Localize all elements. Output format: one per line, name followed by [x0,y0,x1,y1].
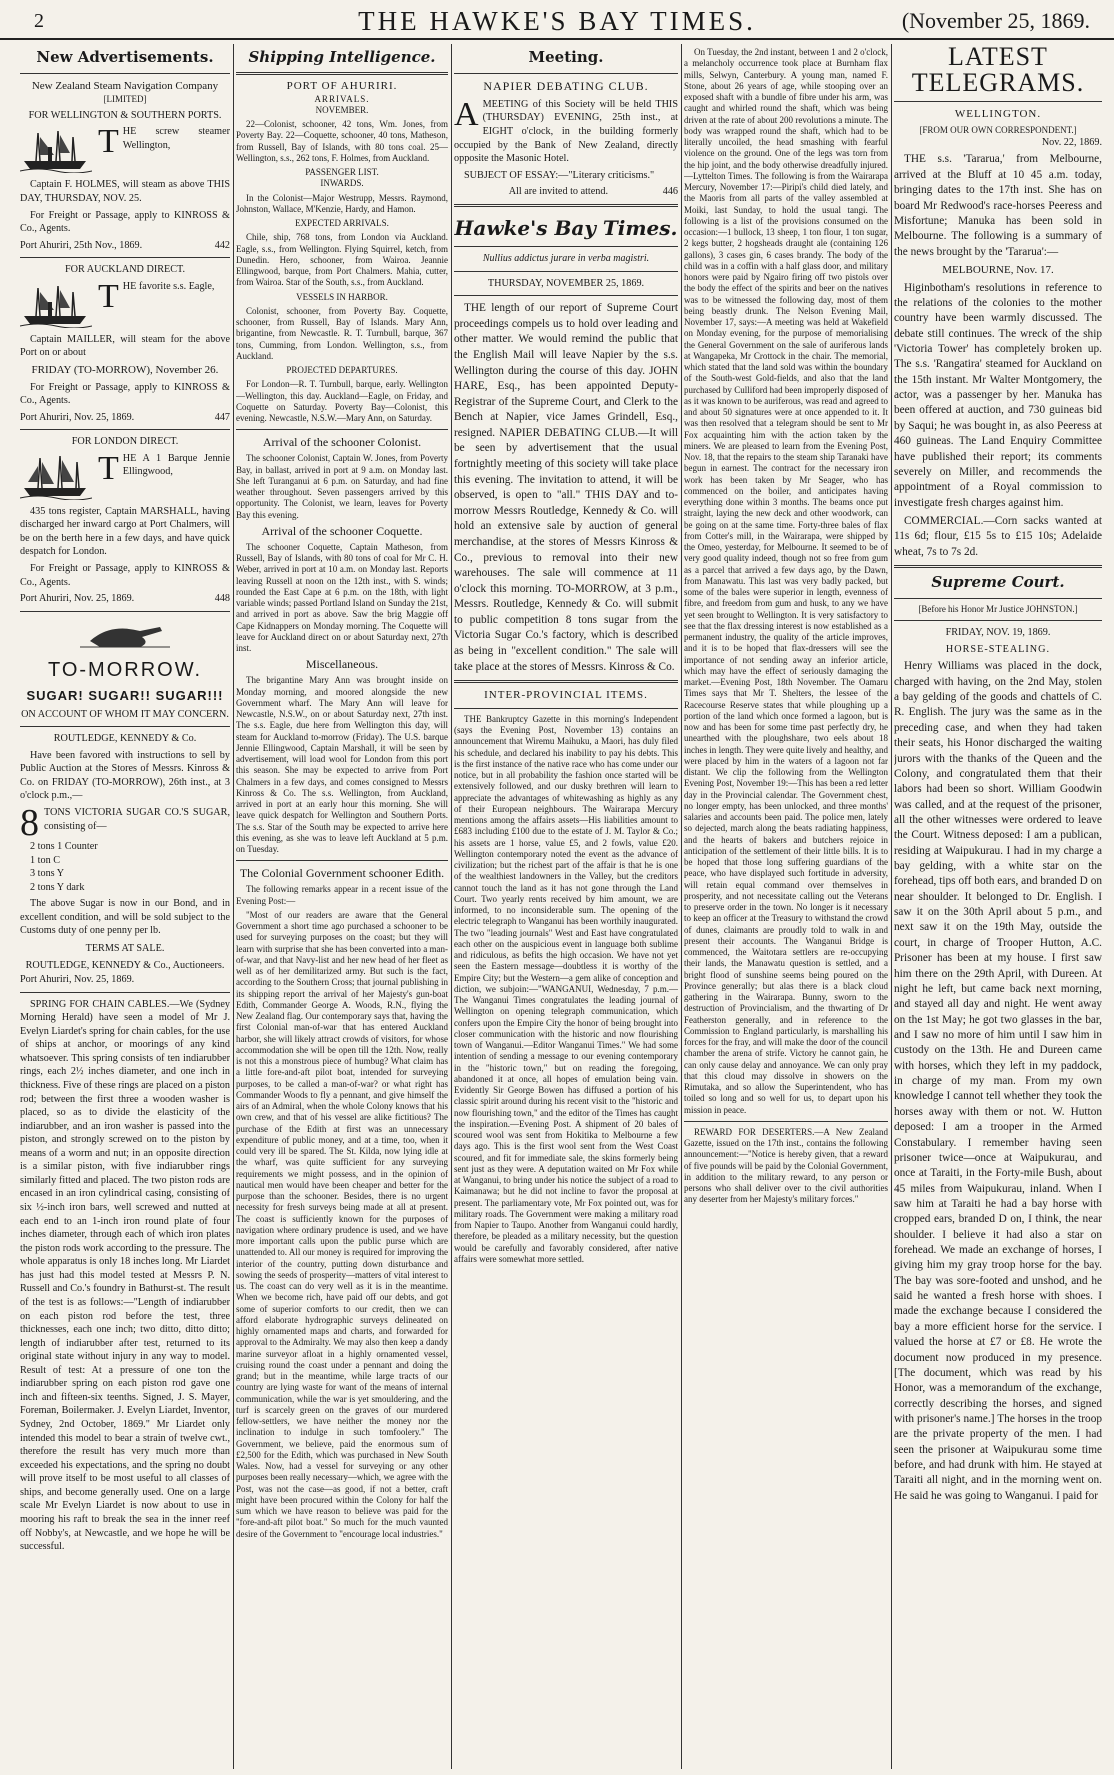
terms-line: TERMS AT SALE. [85,942,165,954]
ship-icon [20,454,92,500]
ad-destination: FOR AUCKLAND DIRECT. [64,264,186,276]
column-divider [891,44,892,1769]
commercial-news: COMMERCIAL.—Corn sacks wanted at 11s 6d; flour, £15 5s to £15 10s; Adelaide wheat, 7s to 7s 2d. [894,514,1102,558]
divider [20,257,230,258]
section-heading: Supreme Court. [931,573,1065,592]
divider [20,726,230,727]
divider [894,101,1102,102]
column-1 [20,44,230,1769]
ad-number: 446 [662,186,678,198]
meeting-notice: MEETING of this Society will be held THIS (THURSDAY) EVENING, 25th inst., at EIGHT o'clock, in the building formerly occupied by the Bank of New Zealand, directly opposite the Masonic Hotel. [454,98,678,165]
article-heading: Arrival of the schooner Colonist. [262,435,422,450]
column-divider [451,44,452,1769]
divider [20,611,230,612]
ad-freight: For Freight or Passage, apply to KINROSS & Co., Agents. [20,381,230,407]
vessels-heading: VESSELS IN HARBOR. [296,291,388,302]
article-heading: The Colonial Government schooner Edith. [239,866,445,881]
editorial-notes: THE length of our report of Supreme Court proceedings compels us to hold over leading and other matter. We would remind the public that the English Mail will leave Napier by the s.s. Wellington during the course of this day. JOHN HARE, Esq., has been appointed Deputy-Registrar of the Supreme Court, and Clerk to the Bench at Napier, vice James Grindell, Esq., resigned. NAPIER DEBATING CLUB.—It will be seen by advertisement that the usual fortnightly meeting of this society will take place this evening. The invitation to attend, it will be observed, is open to "all." THIS DAY and to-morrow Messrs Routledge, Kennedy & Co. will hold an extensive sale by auction of general merchandise, at the stores of Messrs Kinross & Co., previous to removal into their new warehouses. The sale will commence at 11 o'clock this morning. TO-MORROW, at 3 p.m., Messrs. Routledge, Kennedy & Co. will submit to public competition 8 tons sugar from the Victoria Sugar Co.'s factory, which is described as being in "excellent condition." The sale will take place at the stores of Messrs. Kinross & Co. [454,302,678,673]
telegram-body: THE s.s. 'Tararua,' from Melbourne, arrived at the Bluff at 10 45 a.m. today, bringing dates to the 17th inst. She has on board Mr Redwood's race-horses Peeress and Misfortune; Manuka has been sold in Melbourne. The following is a summary of the news brought by the 'Tararua':— [894,153,1102,258]
telegram-body: Higinbotham's resolutions in reference to the relations of the colonies to the mother country have been warmly discussed. The debate still continues. The wreck of the ship 'Victoria Tower' has completely broken up. The s.s. 'Rangatira' steamed for Auckland on the 15th instant. Mr Walter Montgomery, the actor, was a passenger by her. Manuka has been offered at auction, and 730 guineas bid by Saqui; he was bought in, as also Peeress at 460 guineas. The Land Enquiry Committee have published their report; its comments severely on Miller, and recommends the appointment of a Royal commission to investigate fresh charges against him. [894,281,1102,509]
article-body: The schooner Colonist, Captain W. Jones, from Poverty Bay, in ballast, arrived in port at 9 a.m. on Monday last. She left Turanganui at 6 p.m. on Saturday, and had fine weather throughout. Seven passengers arrived by this opportunity. The Colonist, we learn, leaves for Poverty Bay this evening. [236,453,448,520]
column-divider [233,44,234,1769]
divider [454,246,678,247]
drop-cap: T [98,125,119,161]
sugar-heading: SUGAR! SUGAR!! SUGAR!!! [26,688,224,704]
auctioneer-firm: ROUTLEDGE, KENNEDY & Co., Auctioneers. [25,960,225,972]
divider [236,72,448,75]
month-heading: NOVEMBER. [315,104,369,115]
paper-motto: Nullius addictus jurare in verba magistri. [482,253,650,265]
ad-freight: For Freight or Passage, apply to KINROSS & Co., Agents. [20,563,230,588]
inter-provincial-items: THE Bankruptcy Gazette in this morning's Independent (says the Evening Post, November 13) contains an announcement that Wiremu Maihuku, a Maori, has duly filed his schedule, and declared his inability to pay his debts. This is the first instance of the native race who has come under our notice, but in all probability the fashion once started will be extensively followed, and our dusky brethren will learn to appreciate the advantages of whitewashing as highly as any of their European neighbours. The Wairarapa Mercury mentions among the affairs assets—His liabilities amount to £683 including £100 due to the estate of J. M. Taylor & Co.; his assets are 1 horse, value £5, and 2 fowls, value £20. Wellington contemporary noted the event as the advance of civilization; but the richest part of the affair is that he is one of the wealthiest landowners in the Valley, but the creditors cannot touch the land as it has not gone through the Land Court. Two yearly rents received by him amount, we are informed, to no inconsiderable sum. The opening of the electric telegraph to Wanganui has been worthily inaugurated. The two "leading journals" West and East have congratulated each other on the auspicious event in language both sublime and ridiculous, as befits the high occasion. We have not yet seen the Eastern message—doubtless it is worthy of the Empire City; but the Western—a gem alike of conception and diction, we subjoin:—"WANGANUI, Wednesday, 7 p.m.—The Wanganui Times congratulates the leading journal of Wellington on opening telegraph communication, which confers upon the Empire City the honor of being brought into closer communication with the historic and now flourishing town of Wanganui.—Editor Wanganui Times." We had some intention of sending a message to our evening contemporary in the "historic town," but on reading the foregoing, abandoned it at once, all hopes of emulation being vain. Evidently Sir George Bowen has diffused a portion of his classic spirit around during his recent visit to the "historic and now flourishing town," and the editor of the Times has caught the inspiration.—Evening Post. A shipment of 20 bales of scoured wool was sent from Hokitika to Melbourne a few days ago. This is the first wool sent from the West Coast scoured, and fit for immediate sale, the skins formerly being sent just as they were. A deputation waited on Mr Fox while at Wanganui, to bring under his notice the subject of a road to Kaimanawa; but he did not incline to favor the proposal at present. The parliamentary vote, Mr Fox pointed out, was for military roads. The Government were making a military road from Napier to Taupo. Another from Wanganui could hardly, therefore, be pleaded as a military necessity, but the question would be carefully and favorably considered, after native affairs were somewhat more settled. [454,713,678,1264]
masthead [0,0,1114,40]
ad-footer: Port Ahuriri, 25th Nov., 1869. [20,239,143,251]
divider [454,295,678,296]
passenger-list: In the Colonist—Major Westrupp, Messrs. Raymond, Johnston, Wallace, M'Kenzie, Hardy, and Hamon. [236,192,448,214]
divider [236,429,448,430]
company-name: New Zealand Steam Navigation Company [31,79,219,92]
ad-date: FRIDAY (TO-MORROW), November 26. [31,363,219,376]
drop-cap: T [98,451,119,487]
article-heading: Arrival of the schooner Coquette. [261,523,423,538]
court-report: Henry Williams was placed in the dock, charged with having, on the 2nd May, stolen a bay gelding of the goods and chattels of C. R. English. The jury was the same as in the preceding case, and when they had taken their seats, his Honor discharged the waiting jurors with the thanks of the Queen and the Colony, and congratulated them that their labors had been so short. William Goodwin was called, and at the request of the prisoner, all the other witnesses were ordered to leave the Court. Witness deposed: I am a publican, residing at Waipukurau. I had in my charge a bay gelding, with a white star on the forehead, tips off both ears, and branded D on near shoulder. It belonged to Dr. English. I saw it on the 30th April about 5 p.m., and next saw it on the 19th May, outside the court, in charge of Trooper Hutton, A.C. Prisoner has been at my house. I first saw him there on the 29th April, with Dureen. At night he left, but came back next morning, and stayed all day and night. He went away on the 1st May; he got two glasses in the bar, and I saw no more of him until I saw him in custody on the 13th. He and Dureen came with horses, which they left in my paddock, in charge of my man. From my own knowledge I cannot tell whether they took the horses away with them or not. W. Hutton deposed: I am a trooper in the Armed Constabulary. I remember having seen prisoner twice—once at Waipukurau, and once at Taraiti, in the Forty-mile Bush, about 45 miles from Waipukurau, inland. When I saw him at Taraiti he had a bay horse with cropped ears, branded D on, I think, the near shoulder. I believe it had also a star on forehead. We made an exchange of horses, I giving him my gray troop horse for the bay. The bay was sore-footed and unshod, and he said he wanted a fresh horse with shoes. I made the exchange because I considered the bay a more efficient horse for the service. I valued the horse at £7 or £8. He wrote the document now produced in my presence. [The document, which was read by his Honor, was a memorandum of the exchange, correctly describing the horses, and signed with prisoner's name.] The horses in the troop are the private property of the men. I had seen the prisoner at Waipukurau some time before, and had drunk with him. He stayed at Taraiti all night, and in the morning went on. He said he was going to Wanganui. I paid for [894,660,1102,1502]
ad-footer: Port Ahuriri, Nov. 25, 1869. [20,593,135,605]
auctioneer-firm: ROUTLEDGE, KENNEDY & Co. [53,733,197,745]
ad-text: HE screw steamer Wellington, [122,126,230,151]
section-heading: Meeting. [528,48,604,66]
divider [20,73,230,74]
divider [454,271,678,272]
ship-icon [20,282,92,328]
divider [454,204,678,207]
correspondent-line: [FROM OUR OWN CORRESPONDENT.] [919,124,1077,135]
quantity-eight: 8 [20,805,39,840]
divider [454,680,678,683]
sugar-items [20,840,230,894]
tomorrow-heading: TO-MORROW. [47,658,203,681]
column-3 [454,44,678,1769]
passenger-heading: PASSENGER LIST. [305,167,379,177]
telegrams-heading: LATEST TELEGRAMS. [911,44,1085,97]
ad-freight: For Freight or Passage, apply to KINROSS & Co., Agents. [20,209,230,235]
ad-captain: Captain F. HOLMES, will steam as above THIS DAY, THURSDAY, NOV. 25. [20,179,230,204]
ad-body: 435 tons register, Captain MARSHALL, having discharged her inward cargo at Port Chalmers, will be on the berth here in a few days, and have quick despatch for London. [20,505,230,558]
list-item: 3 tons Y [30,868,65,880]
ad-text: HE A 1 Barque Jennie Ellingwood, [122,452,230,478]
projected-list: For London—R. T. Turnbull, barque, early. Wellington—Wellington, this day. Auckland—Eagle, on Friday, and Coquette on Saturday. Poverty Bay—Colonist, this evening. Newcastle, N.S.W.—Mary Ann, on Saturday. [236,379,448,423]
pointing-hand-icon [80,617,170,653]
issue-date: (November 25, 1869. [901,8,1090,33]
bond-note: The above Sugar is now in our Bond, and in excellent condition, and will be sold subject to the Customs duty of one penny per lb. [20,898,230,937]
arrivals-heading: ARRIVALS. [314,93,370,104]
page-number: 2 [34,10,44,32]
expected-list: Chile, ship, 768 tons, from London via Auckland. Eagle, s.s., from Wellington. Flying Squirrel, ketch, from Dunedin. Hero, schooner, from Wairoa. Jeannie Ellingwood, barque, from Port Chalmers. Mahia, cutter, from Wairoa. Star of the South, s.s., from Auckland. [236,232,448,288]
vessels-list: Colonist, schooner, from Poverty Bay. Coquette, schooner, from Russell, Bay of Islands. Mary Ann, brigantine, from Newcastle. R. T. Turnbull, barque, 367 tons, Cumming, from London. Wellington, s.s., from Auckland. [236,305,448,361]
expected-heading: EXPECTED ARRIVALS. [295,218,389,228]
melbourne-dateline: MELBOURNE, Nov. 17. [942,263,1054,276]
article-intro: The following remarks appear in a recent issue of the Evening Post:— [236,884,448,906]
column-4 [684,44,888,1769]
ship-icon [20,127,92,173]
judge-line: [Before his Honor Mr Justice JOHNSTON.] [918,603,1078,614]
ad-captain: Captain MAILLER, will steam for the above Port on or about [20,333,230,359]
list-item: 2 tons Y dark [30,881,85,893]
divider [454,708,678,709]
steamer-ad [20,125,230,175]
chain-cable-article: SPRING FOR CHAIN CABLES.—We (Sydney Morning Herald) have seen a model of Mr J. Evelyn Liardet's spring for chain cables, for the use of ships at anchor, or moorings of any kind whatsoever. This spring consists of ten indiarubber rings, each 2½ inches diameter, and one inch in thickness. Five of these rings are placed on a piston rod; between the first three a wooden washer is placed, so as to divide the elasticity of the indiarubber, and an iron washer is passed into the piston, and strongly screwed on to the piston by means of a worm and nut; in an opposite direction is a similar piston, with five indiarubber rings similarly fitted and placed. The two piston rods are encased in an iron cylindrical casing, consisting of six ½-inch iron bars, well screwed and nutted at each end to an 1-inch iron round plate of four inches diameter, through each of which iron plates the piston rods work according to the pressure. The whole apparatus is only 18 inches long. Mr Liardet has just had this model tested at Messrs P. N. Russell and Co.'s foundry in Bathurst-st. The result of the test is as follows:—"Length of indiarubber on each piston rod before the test, three thicknesses, each one inch; two ditto, ditto ditto; length of indiarubber after test, returned to its original state without injury in any way to model. Result of test: At a pressure of one ton the indiarubber spring on each piston rod gave one inch and fifteen-six teenths. Signed, J. S. Mayer, Foreman, Boilermaker. J. Evelyn Liardet, Inventor, Sydney, 2nd October, 1869." Mr Liardet only intended this model to bear a strain of twelve cwt., therefore the result has very much more than exceeded his expectations, and the spring no doubt will prove itself to be most useful to all classes of ships, and become generally used. One on a large scale Mr Evelyn Liardet is now about to use in mooring his raft to break the sea in the inner reef off Nobby's, at Newcastle, and we hope he will be successful. [20,998,230,1553]
list-item: 1 ton C [30,854,61,866]
newspaper-name: THE HAWKE'S BAY TIMES. [358,6,756,36]
ad-number: 447 [214,411,230,423]
port-heading: PORT OF AHURIRI. [286,79,398,92]
column-divider [681,44,682,1769]
ad-number: 442 [214,239,230,251]
drop-cap: T [98,279,119,315]
invitation: All are invited to attend. [508,186,609,198]
projected-heading: PROJECTED DEPARTURES. [286,365,398,375]
city-heading: WELLINGTON. [954,108,1042,120]
article-body: The brigantine Mary Ann was brought inside on Monday morning, and moored alongside the new Government wharf. The Mary Ann will leave for Newcastle, N.S.W., on or about Saturday next, 27th inst. The s.s. Eagle, due here from Wellington this day, will steam for Auckland to-morrow (Friday). The U.S. barque Jennie Ellingwood, Captain Marshall, it will be seen by advertisement, will load wool for London from this port this season. She may be expected to arrive from Port Chalmers in a few days, and comes consigned to Messrs Kinross & Co. The s.s. Wellington, from Auckland, arrived in port at an early hour this morning. She will leave quick despatch for Wellington and Southern Ports. The s.s. Star of the South may be expected to arrive here this evening, as she was to leave left Auckland at 5 p.m. on Tuesday. [236,675,448,854]
reward-notice: REWARD FOR DESERTERS.—A New Zealand Gazette, issued on the 17th inst., contains the following announcement:—"Notice is hereby given, that a reward of five pounds will be paid by the Colonial Government, in addition to the military reward, to any person or persons who shall deliver over to the civil authorities any deserter from her Majesty's military forces." [684,1126,888,1205]
paper-title: Hawke's Bay Times. [454,215,678,240]
case-heading: HORSE-STEALING. [945,643,1051,655]
divider [454,73,678,74]
barque-ad [20,452,230,502]
sugar-tons: TONS VICTORIA SUGAR CO.'S SUGAR, consisting of— [44,806,230,832]
ad-footer: Port Ahuriri, Nov. 25, 1869. [20,411,135,423]
court-date: FRIDAY, NOV. 19, 1869. [945,627,1051,639]
steamer-ad [20,280,230,330]
club-name: NAPIER DEBATING CLUB. [483,78,649,93]
drop-cap: A [454,97,479,133]
ad-text: HE favorite s.s. Eagle, [122,280,215,292]
ad-destination: FOR WELLINGTON & SOUTHERN PORTS. [28,109,222,121]
ad-destination: FOR LONDON DIRECT. [71,436,179,448]
dateline: THURSDAY, NOVEMBER 25, 1869. [487,277,645,289]
ad-footer: Port Ahuriri, Nov. 25, 1869. [20,974,135,985]
telegram-date: Nov. 22, 1869. [1041,136,1102,148]
arrivals-list: 22—Colonist, schooner, 42 tons, Wm. Jones, from Poverty Bay. 22—Coquette, schooner, 40 tons, Matheson, from Russell, Bay of Islands, with 80 tons coal. 25—Wellington, s.s., 262 tons, F. Holmes, from Auckland. [236,119,448,163]
section-heading: INTER-PROVINCIAL ITEMS. [484,689,648,702]
divider [20,429,230,430]
inwards-heading: INWARDS. [320,178,364,189]
article-heading: Miscellaneous. [305,657,379,672]
divider [894,598,1102,599]
article-body: The schooner Coquette, Captain Matheson, from Russell, Bay of Islands, with 80 tons of coal for Mr C. H. Weber, arrived in port at 10 a.m. on Monday last. Reports leaving Russell at noon on the 12th inst., with S. winds; rounded the East Cape at 6 p.m. on the 18th, with light variable winds; passed Portland Island on Sunday the 21st, and arrived in port as above. Saw the brig Maggie off Cape Kidnappers on Monday morning. The Coquette will leave for Auckland direct on or about Saturday next, 27th inst. [236,541,448,653]
column-5 [894,44,1102,1769]
list-item: 2 tons 1 Counter [30,840,98,852]
divider [20,992,230,993]
essay-subject: SUBJECT OF ESSAY:—"Literary criticisms." [464,169,655,181]
company-limited: [LIMITED] [103,93,147,104]
section-heading: Shipping Intelligence. [248,48,436,66]
account-line: ON ACCOUNT OF WHOM IT MAY CONCERN. [21,708,229,720]
divider [894,565,1102,568]
divider [894,620,1102,621]
section-heading: New Advertisements. [36,48,214,66]
divider [684,1121,888,1122]
article-body: "Most of our readers are aware that the General Government a short time ago purchased a schooner to be used for surveying purposes on the coast; but they will learn with surprise that she has been converted into a man-of-war, and that Navy-list and her new head of her fleet as well as of her demilitarized army. But such is the fact, according to the Southern Cross; that journal publishing in its shipping report the arrival of her Majesty's gun-boat Edith, Commander George A. Woods, R.N., flying the New Zealand flag. Our contemporary says that, having the first Colonial man-of-war that has entered Auckland harbor, she will likely attract crowds of visitors, for whose accommodation she will be open till the 12th. Now, really is not this a monstrous piece of humbug? What claim has a little fore-and-aft pilot boat, intended for surveying purposes, to be called a man-of-war? or what right has Commander Woods to fly a pennant, and give himself the airs of an Admiral, when the whole Colony knows that his own crew, and that of his vessel are alike fictitious? The purchase of the Edith at first was an unnecessary expenditure of public money, and at a time, too, when it could very ill be spared. The St. Kilda, now lying idle at the wharf, was quite sufficient for any surveying requirements we might possess, and in the opinion of nautical men would have been cheaper and better for the purpose than the schooner. Besides, there is no urgent necessity for fresh surveys being made at all at present. The coast is sufficiently known for the purposes of navigation where ordinary prudence is used, and we have more important calls upon the public purse which are unattended to. All our money is required for improving the interior of the country, putting down disturbance and sowing the seeds of prosperity—matters of vital interest to us. The coast can do very well as it is in the meantime. When we become rich, have paid off our debts, and got some of superior comforts to our credit, then we can afford elaborate hydrographic surveys delineated on highly ornamented maps and charts, and forwarded for approval to the Admiralty. We may also then keep a dandy marine surveyor afloat in a highly ornamented vessel, cruising round the coast under a pennant and doing the grand; but in the meantime, while large tracts of our country are lying waste for want of the means of internal communication, while the war is yet smouldering, and the turf is scarcely green on the graves of our murdered fellow-settlers, we have neither the money nor the inclination to indulge in such tomfoolery." The Government, we believe, paid the enormous sum of £2,500 for the Edith, which was purchased in New South Wales. Now, had a vessel for surveying or any other purposes been really necessary—which, we agree with the Post, was not the case—as good, if not a better, craft might have been procured within the Colony for half the sum which we have reason to believe was paid for the "fore-and-aft pilot boat." So much for the much vaunted desire of the Government to "encourage local industries." [236,909,448,1539]
divider [236,860,448,861]
ad-number: 448 [214,593,230,605]
news-items: On Tuesday, the 2nd instant, between 1 and 2 o'clock, a melancholy occurrence took place at Burnham flax mills, Selwyn, Canterbury. A young man, named F. Stone, about 26 years of age, while stooping over an exposed shaft with a bundle of fibre under his arm, was caught and whirled round the shaft, which was being driven at the rate of about 200 revolutions a minute. The body was wrapped round the shaft, which had to be literally uncoiled, the head smashing with fearful violence on the ground. One of the legs was torn from the hip joint, and the body otherwise dreadfully injured.—Lyttelton Times. The following is from the Wairarapa Mercury, November 17:—Piripi's child died lately, and the Maoris from all parts of the valley assembled at Moiki, last Sunday, to hold the usual tangi. The following is a list of the provisions consumed on the occasion:—1 bullock, 13 sheep, 1 ton flour, 1 ton sugar, 2 kegs butter, 2 hogsheads draught ale (containing 126 gallons), 3 cases gin, 6 cases brandy. The body of the child was in a coffin with a half glass door, and military honors were paid by Ngairo firing off two pistols over the body the effect of the spirits and beer on the natives was to be witnessed the following day, most of them being beastly drunk. The Nelson Evening Mail, November 17, says:—A meeting was held at Wakefield on Monday evening, for the purpose of memorialising the General Government on the sale of auriferous lands at Wangapeka, Mr Crottock in the chair. The memorial, which stated that the land sold was within the boundary of the South-west Gold-fields, and also that the land purchased by Culliford had been improperly disposed of as it was known to be auriferous, was read and agreed to and about 50 signatures were at once appended to it. It was then resolved that a telegram should be sent to Mr Fox acquainting him with the action taken by the miners. We are pleased to learn from the Evening Post, Nov. 18, that the repairs to the steam ship Taranaki have begun in earnest. The contract for the necessary iron work has been taken by Mr Seager, who has commenced on the boiler, and anticipates having everything done within 3 months. The beams once put straight, laying the new deck and other woodwork, can be going on at the same time. Forty-three bales of flax from Cotter's mill, in the Wairarapa, were shipped by the Omeo, yesterday, for Melbourne. It seemed to be of very good quality indeed, though not so free from gum as a parcel that arrived a few days ago, by the Dawn, from Manawatu. This last was very badly packed, but some of the bales were superior in length, evenness of fibre, and freedom from gum and husk, to any we have yet seen brought to Wellington. It is very satisfactory to see that the flax dressing interest is now established as a permanent industry, the quality of the article improves, and it is to be hoped that flax-dressers will see the importance of not sending away an inferior article, which may have the effect of seriously damaging the market.—Evening Post, 18th November. The Oamaru Times says that Mr T. Shelters, the lessee of the Racecourse Reserve states that while ploughing up a portion of the land which once formed a lagoon, but is now and has been for some time past perfectly dry, he unearthed with the ploughshare, two eels about 18 inches in length. They were quite lively and healthy, and were placed by him in the waters of a lagoon not far distant. We clip the following from the Wellington Evening Post, November 19:—This has been a red letter day in the Provincial calendar. The Government chest, no longer empty, has been unlocked, and three months' salaries and accounts been paid. The police men, lately so dejected, march along the beats radiating happiness, and the hearts of bakers and butchers rejoice in anticipation of the settlement of their little bills. It is to be hoped that those long suffering guardians of the peace, who have displayed such fortitude in adversity, will retain equal command over themselves in prosperity, and not necessitate calling out the Veterans to preserve order in the town. No longer is it necessary to keep an officer at the Treasury to withstand the crowd of dunes, claimants are proudly told to walk in and present their accounts. The Wanganui Bridge is commenced, the Waitotara settlers are re-occupying their lands, the Manawatu question is settled, and a bright flood of sunshine seems being poured on the Province generally; but alas there is a black cloud gathering in the Wairarapa. Bunny, sworn to the destruction of Provincialism, and the thwarting of Dr Featherston generally, and in reference to the Commission to England particularly, is marshalling his forces for the fray, and will make the door of the council chamber the arena of strife. Victory he cannot gain, he can only cause delay and annoyance. We can only pray that this cloud may dissolve in showers on the Rimutaka, and so allow the Superintendent, who has toiled so long and so well for us, to depart upon his mission in peace. [684,47,888,1115]
auction-instruction: Have been favored with instructions to sell by Public Auction at the Stores of Messrs. Kinross & Co. on FRIDAY (TO-MORROW), 26th inst., at 3 o'clock p.m.,— [20,749,230,802]
column-2 [236,44,448,1769]
